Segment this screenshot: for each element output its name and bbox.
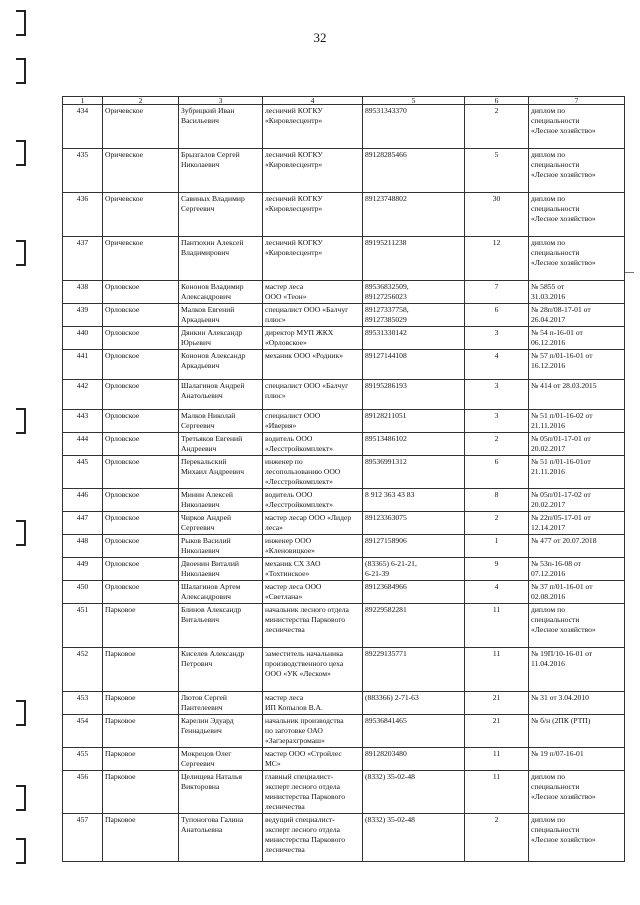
table-row xyxy=(63,237,625,281)
qualification-document: диплом по специальности «Лесное хозяйство» xyxy=(529,771,625,814)
experience-years: 21 xyxy=(465,692,529,715)
phone-number: 89128211051 xyxy=(363,410,465,433)
qualification-document: диплом по специальности «Лесное хозяйство» xyxy=(529,105,625,149)
header-row xyxy=(63,97,625,105)
person-position: механик СХ ЗАО «Тохтинское» xyxy=(263,558,363,581)
forestry-area: Орловское xyxy=(103,581,179,604)
forestry-area: Парковое xyxy=(103,748,179,771)
forestry-area: Парковое xyxy=(103,771,179,814)
column-header: 5 xyxy=(363,97,465,105)
qualification-document: диплом по специальности «Лесное хозяйство» xyxy=(529,237,625,281)
row-number: 455 xyxy=(63,748,103,771)
forestry-area: Парковое xyxy=(103,648,179,692)
phone-number: 89195211238 xyxy=(363,237,465,281)
phone-number: 8 912 363 43 83 xyxy=(363,489,465,512)
table-row xyxy=(63,410,625,433)
phone-number: (8332) 35-02-48 xyxy=(363,814,465,862)
experience-years: 4 xyxy=(465,350,529,380)
row-number: 442 xyxy=(63,380,103,410)
page-number: 32 xyxy=(313,30,327,45)
person-name: Лютов Сергей Пантелеевич xyxy=(179,692,263,715)
person-name: Минин Алексей Николаевич xyxy=(179,489,263,512)
person-position: специалист ООО «Балчуг плюс» xyxy=(263,304,363,327)
forestry-area: Парковое xyxy=(103,604,179,648)
phone-number: 89229135771 xyxy=(363,648,465,692)
person-position: ведущий специалист- эксперт лесного отдела министерства Паркового лесничества xyxy=(263,814,363,862)
binder-mark xyxy=(16,10,26,36)
table-row xyxy=(63,304,625,327)
experience-years: 7 xyxy=(465,281,529,304)
row-number: 456 xyxy=(63,771,103,814)
row-number: 457 xyxy=(63,814,103,862)
qualification-document: № 37 п/01-16-01 от 02.08.2016 xyxy=(529,581,625,604)
row-number: 449 xyxy=(63,558,103,581)
row-number: 452 xyxy=(63,648,103,692)
row-number: 445 xyxy=(63,456,103,489)
person-position: директор МУП ЖКХ «Орловское» xyxy=(263,327,363,350)
column-header: 3 xyxy=(179,97,263,105)
table-row xyxy=(63,715,625,748)
edge-dash xyxy=(624,272,634,273)
experience-years: 4 xyxy=(465,581,529,604)
column-header: 6 xyxy=(465,97,529,105)
column-header: 1 xyxy=(63,97,103,105)
person-name: Шалагинов Артем Александрович xyxy=(179,581,263,604)
row-number: 435 xyxy=(63,149,103,193)
experience-years: 2 xyxy=(465,512,529,535)
person-position: специалист ООО «Балчуг плюс» xyxy=(263,380,363,410)
person-name: Целищева Наталья Викторовна xyxy=(179,771,263,814)
person-position: мастер лесар ООО «Лидер леса» xyxy=(263,512,363,535)
experience-years: 3 xyxy=(465,327,529,350)
person-position: специалист ООО «Иверия» xyxy=(263,410,363,433)
experience-years: 11 xyxy=(465,748,529,771)
person-name: Малков Евгений Аркадьевич xyxy=(179,304,263,327)
qualification-document: диплом по специальности «Лесное хозяйство» xyxy=(529,814,625,862)
person-position: заместитель начальника производственного цеха ООО «УК «Леском» xyxy=(263,648,363,692)
phone-number: 89513486102 xyxy=(363,433,465,456)
person-name: Третьяков Евгений Андреевич xyxy=(179,433,263,456)
forestry-area: Орловское xyxy=(103,380,179,410)
row-number: 446 xyxy=(63,489,103,512)
phone-number: 89195286193 xyxy=(363,380,465,410)
phone-number: 89123748802 xyxy=(363,193,465,237)
binder-mark xyxy=(16,520,26,546)
phone-number: 89536841465 xyxy=(363,715,465,748)
phone-number: (83365) 6-21-21, 6-21-39 xyxy=(363,558,465,581)
forestry-area: Оричевское xyxy=(103,149,179,193)
table-row xyxy=(63,512,625,535)
phone-number: 89536832509, 89127256023 xyxy=(363,281,465,304)
forestry-area: Оричевское xyxy=(103,237,179,281)
phone-number: (883366) 2-71-63 xyxy=(363,692,465,715)
phone-number: 89123363075 xyxy=(363,512,465,535)
forestry-area: Орловское xyxy=(103,558,179,581)
phone-number: 89536991312 xyxy=(363,456,465,489)
person-name: Рыков Василий Николаевич xyxy=(179,535,263,558)
person-position: главный специалист- эксперт лесного отдела министерства Паркового лесничества xyxy=(263,771,363,814)
row-number: 438 xyxy=(63,281,103,304)
person-name: Тупоногова Галина Анатольевна xyxy=(179,814,263,862)
column-header: 7 xyxy=(529,97,625,105)
qualification-document: № 19 п/07-16-01 xyxy=(529,748,625,771)
phone-number: 89128203480 xyxy=(363,748,465,771)
binder-mark xyxy=(16,785,26,811)
phone-number: (8332) 35-02-48 xyxy=(363,771,465,814)
table-row xyxy=(63,771,625,814)
experience-years: 1 xyxy=(465,535,529,558)
forestry-area: Парковое xyxy=(103,715,179,748)
qualification-document: диплом по специальности «Лесное хозяйство» xyxy=(529,604,625,648)
experience-years: 8 xyxy=(465,489,529,512)
experience-years: 3 xyxy=(465,380,529,410)
person-name: Дянкин Александр Юрьевич xyxy=(179,327,263,350)
person-name: Чирков Андрей Сергеевич xyxy=(179,512,263,535)
qualification-document: № 51 п/01-16-01от 21.11.2016 xyxy=(529,456,625,489)
person-name: Перекальский Михаил Андреевич xyxy=(179,456,263,489)
forestry-area: Орловское xyxy=(103,535,179,558)
forestry-area: Орловское xyxy=(103,512,179,535)
qualification-document: № 05п/01-17-01 от 20.02.2017 xyxy=(529,433,625,456)
qualification-document: № 51 п/01-16-02 от 21.11.2016 xyxy=(529,410,625,433)
person-position: лесничий КОГКУ «Кировлесцентр» xyxy=(263,105,363,149)
row-number: 437 xyxy=(63,237,103,281)
person-name: Карелин Эдуард Геннадьевич xyxy=(179,715,263,748)
person-name: Кононов Александр Аркадьевич xyxy=(179,350,263,380)
binder-mark xyxy=(16,240,26,266)
row-number: 440 xyxy=(63,327,103,350)
row-number: 439 xyxy=(63,304,103,327)
experience-years: 6 xyxy=(465,304,529,327)
qualification-document: № 28п/08-17-01 от 26.04.2017 xyxy=(529,304,625,327)
qualification-document: № 5855 от 31.03.2016 xyxy=(529,281,625,304)
qualification-document: диплом по специальности «Лесное хозяйство» xyxy=(529,149,625,193)
phone-number: 89229582281 xyxy=(363,604,465,648)
forestry-area: Орловское xyxy=(103,327,179,350)
row-number: 434 xyxy=(63,105,103,149)
person-name: Кононов Владимир Александрович xyxy=(179,281,263,304)
binder-mark xyxy=(16,838,26,864)
staff-table xyxy=(62,96,624,862)
row-number: 453 xyxy=(63,692,103,715)
experience-years: 3 xyxy=(465,410,529,433)
column-header: 2 xyxy=(103,97,179,105)
person-position: мастер леса ООО «Светлана» xyxy=(263,581,363,604)
phone-number: 89127337758, 89127385029 xyxy=(363,304,465,327)
person-name: Пантюхин Алексей Владимирович xyxy=(179,237,263,281)
person-position: мастер леса ООО «Теон» xyxy=(263,281,363,304)
forestry-area: Орловское xyxy=(103,410,179,433)
qualification-document: № 414 от 28.03.2015 xyxy=(529,380,625,410)
experience-years: 5 xyxy=(465,149,529,193)
phone-number: 89127158906 xyxy=(363,535,465,558)
experience-years: 2 xyxy=(465,105,529,149)
table-row xyxy=(63,604,625,648)
table-row xyxy=(63,581,625,604)
qualification-document: № 477 от 20.07.2018 xyxy=(529,535,625,558)
experience-years: 11 xyxy=(465,771,529,814)
person-name: Мокрецов Олег Сергеевич xyxy=(179,748,263,771)
qualification-document: № 31 от 3.04.2010 xyxy=(529,692,625,715)
table-row xyxy=(63,535,625,558)
table-row xyxy=(63,327,625,350)
forestry-area: Оричевское xyxy=(103,105,179,149)
experience-years: 12 xyxy=(465,237,529,281)
person-position: мастер леса ИП Копылов В.А. xyxy=(263,692,363,715)
person-name: Шалагинов Андрей Анатольевич xyxy=(179,380,263,410)
qualification-document: диплом по специальности «Лесное хозяйство» xyxy=(529,193,625,237)
person-position: водитель ООО «Лесстройкомплект» xyxy=(263,433,363,456)
person-position: начальник производства по заготовке ОАО «Загзерахгромаш» xyxy=(263,715,363,748)
binder-mark xyxy=(16,58,26,84)
table-row xyxy=(63,433,625,456)
experience-years: 6 xyxy=(465,456,529,489)
table-row xyxy=(63,105,625,149)
qualification-document: № 54 п-16-01 от 06.12.2016 xyxy=(529,327,625,350)
forestry-area: Орловское xyxy=(103,489,179,512)
forestry-area: Парковое xyxy=(103,692,179,715)
forestry-area: Орловское xyxy=(103,456,179,489)
qualification-document: № б/н (2ПК (РТП) xyxy=(529,715,625,748)
table-row xyxy=(63,380,625,410)
table-row xyxy=(63,281,625,304)
row-number: 451 xyxy=(63,604,103,648)
binder-mark xyxy=(16,700,26,726)
person-position: водитель ООО «Лесстройкомплект» xyxy=(263,489,363,512)
qualification-document: № 19П/10-16-01 от 11.04.2016 xyxy=(529,648,625,692)
person-position: начальник лесного отдела министерства Паркового лесничества xyxy=(263,604,363,648)
row-number: 443 xyxy=(63,410,103,433)
table-row xyxy=(63,648,625,692)
table-row xyxy=(63,350,625,380)
forestry-area: Орловское xyxy=(103,433,179,456)
row-number: 436 xyxy=(63,193,103,237)
person-position: инженер ООО «Кленовицкое» xyxy=(263,535,363,558)
person-position: лесничий КОГКУ «Кировлесцентр» xyxy=(263,193,363,237)
experience-years: 2 xyxy=(465,433,529,456)
qualification-document: № 22п/05-17-01 от 12.14.2017 xyxy=(529,512,625,535)
person-name: Зубрицкий Иван Васильевич xyxy=(179,105,263,149)
phone-number: 89127144108 xyxy=(363,350,465,380)
row-number: 441 xyxy=(63,350,103,380)
qualification-document: № 05п/01-17-02 от 20.02.2017 xyxy=(529,489,625,512)
phone-number: 89123684966 xyxy=(363,581,465,604)
person-name: Двоенин Виталий Николаевич xyxy=(179,558,263,581)
experience-years: 11 xyxy=(465,648,529,692)
row-number: 447 xyxy=(63,512,103,535)
row-number: 450 xyxy=(63,581,103,604)
row-number: 444 xyxy=(63,433,103,456)
binder-mark xyxy=(16,140,26,166)
qualification-document: № 53п-16-08 от 07.12.2016 xyxy=(529,558,625,581)
table-row xyxy=(63,149,625,193)
person-name: Киселев Александр Петрович xyxy=(179,648,263,692)
experience-years: 30 xyxy=(465,193,529,237)
person-name: Малков Николай Сергеевич xyxy=(179,410,263,433)
experience-years: 21 xyxy=(465,715,529,748)
table-row xyxy=(63,748,625,771)
person-position: мастер ООО «Стройлес МС» xyxy=(263,748,363,771)
column-header: 4 xyxy=(263,97,363,105)
person-position: механик ООО «Родник» xyxy=(263,350,363,380)
qualification-document: № 57 п/01-16-01 от 16.12.2016 xyxy=(529,350,625,380)
person-name: Савиных Владимир Сергеевич xyxy=(179,193,263,237)
experience-years: 2 xyxy=(465,814,529,862)
forestry-area: Орловское xyxy=(103,281,179,304)
row-number: 448 xyxy=(63,535,103,558)
experience-years: 11 xyxy=(465,604,529,648)
phone-number: 89531343370 xyxy=(363,105,465,149)
phone-number: 89531330142 xyxy=(363,327,465,350)
forestry-area: Орловское xyxy=(103,350,179,380)
table-row xyxy=(63,814,625,862)
table-row xyxy=(63,193,625,237)
table-row xyxy=(63,489,625,512)
binder-mark xyxy=(16,408,26,434)
table-row xyxy=(63,456,625,489)
person-name: Брызгалов Сергей Николаевич xyxy=(179,149,263,193)
row-number: 454 xyxy=(63,715,103,748)
table-row xyxy=(63,558,625,581)
person-position: лесничий КОГКУ «Кировлесцентр» xyxy=(263,149,363,193)
table-row xyxy=(63,692,625,715)
forestry-area: Оричевское xyxy=(103,193,179,237)
experience-years: 9 xyxy=(465,558,529,581)
forestry-area: Орловское xyxy=(103,304,179,327)
person-name: Блинов Александр Витальевич xyxy=(179,604,263,648)
person-position: инженер по лесопользованию ООО «Лесстройкомплект» xyxy=(263,456,363,489)
phone-number: 89128285466 xyxy=(363,149,465,193)
person-position: лесничий КОГКУ «Кировлесцентр» xyxy=(263,237,363,281)
forestry-area: Парковое xyxy=(103,814,179,862)
